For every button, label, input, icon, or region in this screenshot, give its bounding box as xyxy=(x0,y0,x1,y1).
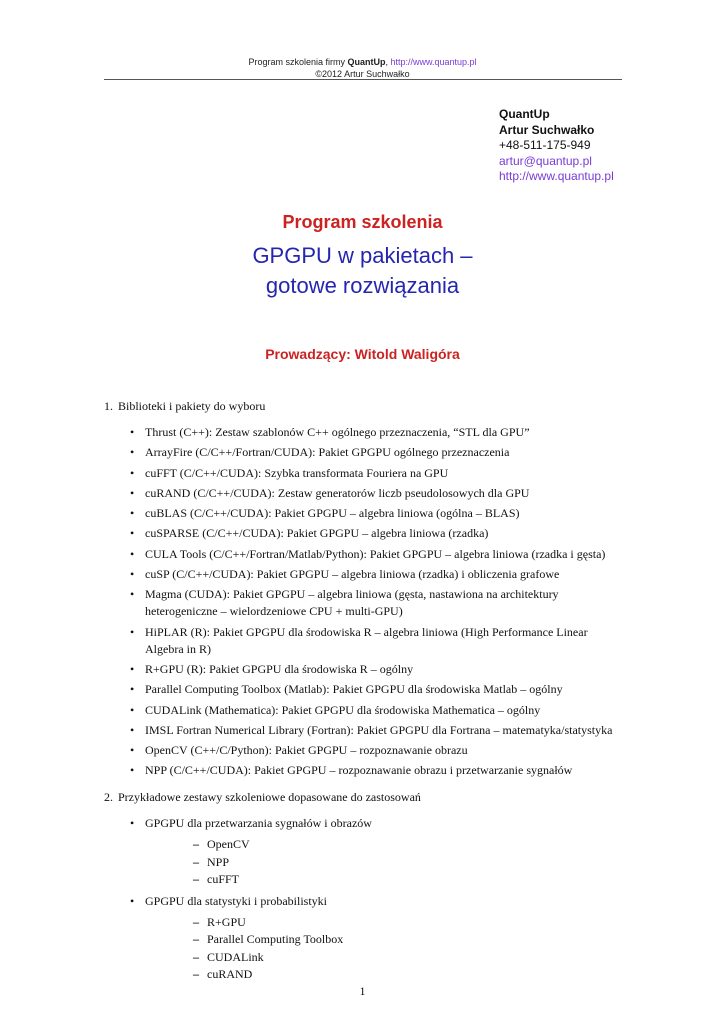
sub-list-item: – R+GPU xyxy=(145,914,624,932)
section-heading: 2. Przykładowe zestawy szkoleniowe dopasowane do zastosowań xyxy=(104,790,421,805)
header-line-1: Program szkolenia firmy QuantUp, http://www.quantup.pl xyxy=(248,57,477,67)
header-url-link[interactable]: http://www.quantup.pl xyxy=(390,57,477,67)
sub-list-item: – OpenCV xyxy=(145,836,624,854)
list-item: • cuFFT (C/C++/CUDA): Szybka transformata Fouriera na GPU xyxy=(104,465,624,482)
header-rule xyxy=(104,79,622,80)
sub-list-item: – CUDALink xyxy=(145,949,624,967)
library-list xyxy=(104,424,624,779)
section-heading: 1. Biblioteki i pakiety do wyboru xyxy=(104,399,266,413)
list-item: • cuBLAS (C/C++/CUDA): Pakiet GPGPU – algebra liniowa (ogólna – BLAS) xyxy=(104,505,624,522)
contact-url-link[interactable]: http://www.quantup.pl xyxy=(499,169,614,183)
instructor-line: Prowadzący: Witold Waligóra xyxy=(265,346,460,362)
program-body xyxy=(104,398,624,994)
sub-list-item: – Parallel Computing Toolbox xyxy=(145,931,624,949)
contact-email-link[interactable]: artur@quantup.pl xyxy=(499,153,592,168)
list-item: • Parallel Computing Toolbox (Matlab): Pakiet GPGPU dla środowiska Matlab – ogólny xyxy=(104,681,624,698)
list-item: • HiPLAR (R): Pakiet GPGPU dla środowiska R – algebra liniowa (High Performance Linear Algebra in R) xyxy=(104,624,624,658)
list-item: • IMSL Fortran Numerical Library (Fortran): Pakiet GPGPU dla Fortrana – matematyka/statystyka xyxy=(104,722,624,739)
list-item: • Magma (CUDA): Pakiet GPGPU – algebra liniowa (gęsta, nastawiona na architektury heterogeniczne – wielordzeniowe CPU + multi-GPU) xyxy=(104,586,624,620)
sub-list-item: – cuRAND xyxy=(145,966,624,984)
page-header xyxy=(0,56,725,80)
course-title: GPGPU w pakietach – gotowe rozwiązania xyxy=(252,243,473,298)
contact-company: QuantUp xyxy=(499,107,550,121)
header-company: QuantUp xyxy=(347,57,386,67)
list-item: • cuRAND (C/C++/CUDA): Zestaw generatorów liczb pseudolosowych dla GPU xyxy=(104,485,624,502)
contact-name: Artur Suchwałko xyxy=(499,122,595,137)
page-number: 1 xyxy=(359,984,366,998)
contact-block xyxy=(499,107,614,185)
contact-phone: +48-511-175-949 xyxy=(499,138,591,152)
sub-list xyxy=(145,914,624,984)
list-item: • cuSP (C/C++/CUDA): Pakiet GPGPU – algebra liniowa (rzadka) i obliczenia grafowe xyxy=(104,566,624,583)
program-kicker: Program szkolenia xyxy=(282,212,443,232)
list-item: • ArrayFire (C/C++/Fortran/CUDA): Pakiet GPGPU ogólnego przeznaczenia xyxy=(104,444,624,461)
list-item: • NPP (C/C++/CUDA): Pakiet GPGPU – rozpoznawanie obrazu i przetwarzanie sygnałów xyxy=(104,762,624,779)
list-item: • Thrust (C++): Zestaw szablonów C++ ogólnego przeznaczenia, “STL dla GPU” xyxy=(104,424,624,441)
list-item: • OpenCV (C++/C/Python): Pakiet GPGPU – rozpoznawanie obrazu xyxy=(104,742,624,759)
training-set-list xyxy=(104,815,624,984)
header-line-2: ©2012 Artur Suchwałko xyxy=(315,69,410,79)
list-item: • R+GPU (R): Pakiet GPGPU dla środowiska R – ogólny xyxy=(104,661,624,678)
sub-list-item: – cuFFT xyxy=(145,871,624,889)
list-item: • GPGPU dla przetwarzania sygnałów i obrazów – OpenCV – NPP – cuFFT xyxy=(104,815,624,889)
list-item: • CUDALink (Mathematica): Pakiet GPGPU dla środowiska Mathematica – ogólny xyxy=(104,702,624,719)
list-item: • CULA Tools (C/C++/Fortran/Matlab/Python): Pakiet GPGPU – algebra liniowa (rzadka i gęsta) xyxy=(104,546,624,563)
list-item: • cuSPARSE (C/C++/CUDA): Pakiet GPGPU – algebra liniowa (rzadka) xyxy=(104,525,624,542)
list-item: • GPGPU dla statystyki i probabilistyki – R+GPU – Parallel Computing Toolbox – CUDALink – cuRAND xyxy=(104,893,624,984)
sub-list xyxy=(145,836,624,889)
title-block xyxy=(0,210,725,301)
sub-list-item: – NPP xyxy=(145,854,624,872)
